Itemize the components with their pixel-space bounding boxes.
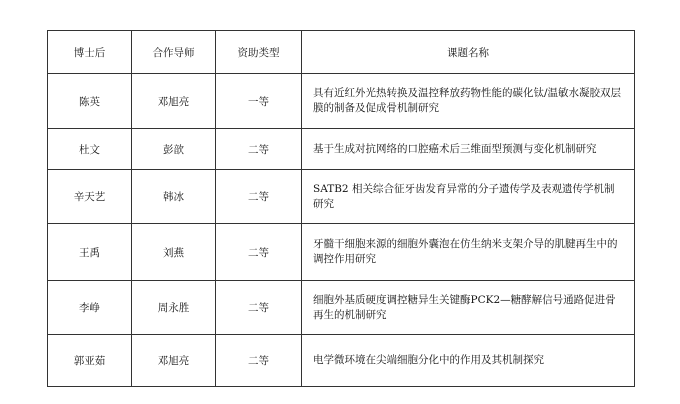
table-row — [48, 74, 635, 129]
postdoc-cell: 李峥 — [48, 281, 132, 335]
header-funding-type: 资助类型 — [216, 31, 302, 74]
funding-cell: 二等 — [216, 224, 302, 281]
postdoc-funding-table — [47, 30, 635, 387]
postdoc-cell: 王禹 — [48, 224, 132, 281]
postdoc-cell: 杜文 — [48, 129, 132, 170]
header-postdoc: 博士后 — [48, 31, 132, 74]
postdoc-cell: 郭亚茹 — [48, 335, 132, 387]
funding-cell: 一等 — [216, 74, 302, 129]
topic-cell: 细胞外基质硬度调控糖异生关键酶PCK2—糖酵解信号通路促进骨再生的机制研究 — [302, 281, 635, 335]
advisor-cell: 邓旭亮 — [132, 335, 216, 387]
table-row — [48, 224, 635, 281]
topic-cell: SATB2 相关综合征牙齿发育异常的分子遗传学及表观遗传学机制研究 — [302, 170, 635, 224]
advisor-cell: 刘燕 — [132, 224, 216, 281]
funding-cell: 二等 — [216, 170, 302, 224]
postdoc-cell: 陈英 — [48, 74, 132, 129]
table-row — [48, 281, 635, 335]
header-topic: 课题名称 — [302, 31, 635, 74]
postdoc-cell: 辛天艺 — [48, 170, 132, 224]
table-row — [48, 129, 635, 170]
topic-cell: 具有近红外光热转换及温控释放药物性能的碳化钛/温敏水凝胶双层膜的制备及促成骨机制研究 — [302, 74, 635, 129]
topic-cell: 牙髓干细胞来源的细胞外囊泡在仿生纳米支架介导的肌腱再生中的调控作用研究 — [302, 224, 635, 281]
table-header-row — [48, 31, 635, 74]
advisor-cell: 周永胜 — [132, 281, 216, 335]
advisor-cell: 邓旭亮 — [132, 74, 216, 129]
advisor-cell: 韩冰 — [132, 170, 216, 224]
funding-cell: 二等 — [216, 335, 302, 387]
funding-cell: 二等 — [216, 129, 302, 170]
funding-cell: 二等 — [216, 281, 302, 335]
table-row — [48, 335, 635, 387]
table-row — [48, 170, 635, 224]
advisor-cell: 彭歆 — [132, 129, 216, 170]
topic-cell: 电学微环境在尖端细胞分化中的作用及其机制探究 — [302, 335, 635, 387]
header-advisor: 合作导师 — [132, 31, 216, 74]
topic-cell: 基于生成对抗网络的口腔癌术后三维面型预测与变化机制研究 — [302, 129, 635, 170]
